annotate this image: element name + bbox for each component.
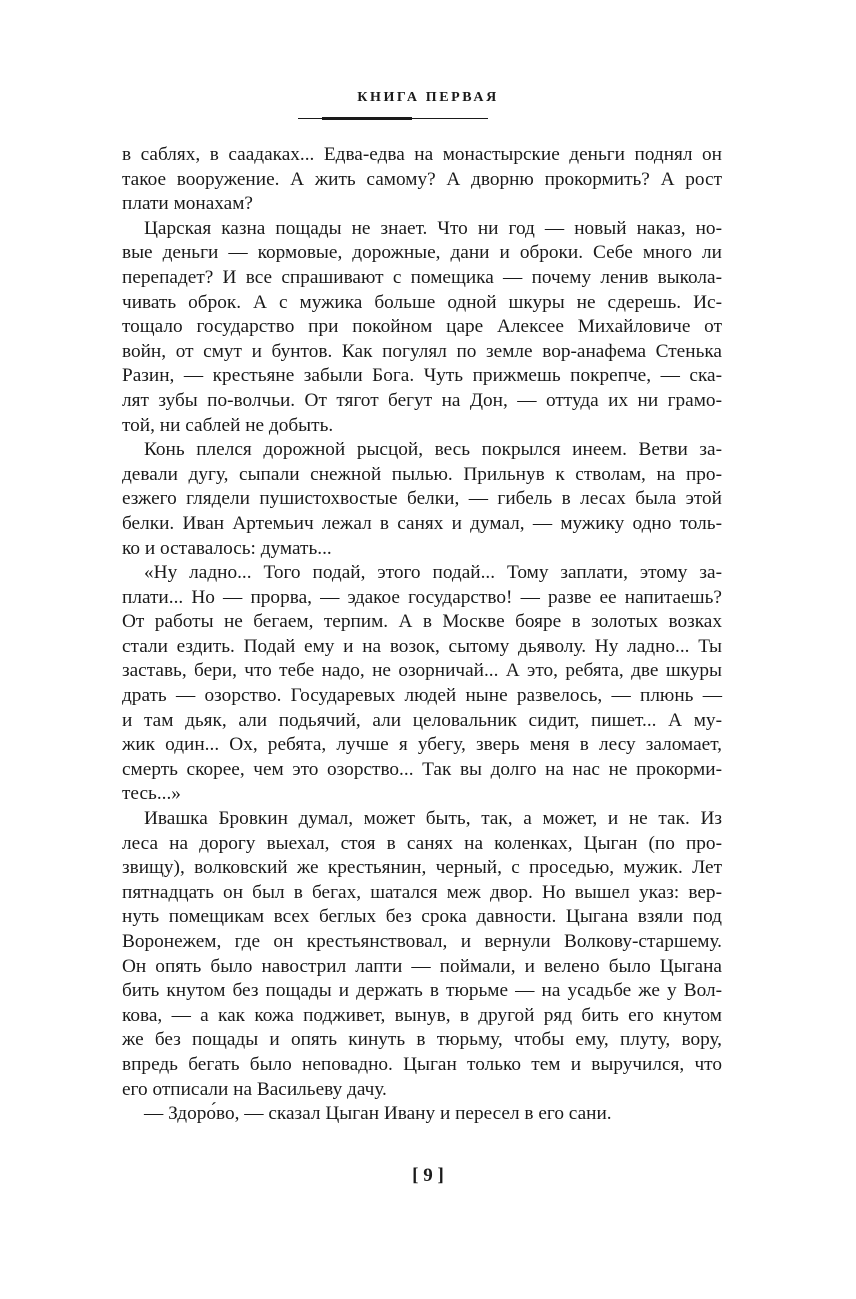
text-line: Разин, — крестьяне забыли Бога. Чуть прижмешь покрепче, — ска- (122, 365, 722, 387)
text-line: От работы не бегаем, терпим. А в Москве бояре в золотых возках (122, 611, 722, 633)
header-rule-thick (322, 117, 412, 120)
text-line: бить кнутом без пощады и держать в тюрьме — на усадьбе же у Вол- (122, 980, 722, 1002)
text-line: смерть скорее, чем это озорство... Так вы долго на нас не прокорми- (122, 758, 722, 780)
paragraph (122, 1102, 722, 1127)
text-line: нуть помещикам всех беглых без срока давности. Цыгана взяли под (122, 906, 722, 928)
text-line: тощало государство при покойном царе Алексее Михайловиче от (122, 316, 722, 338)
paragraph (122, 561, 722, 807)
text-line: драть — озорство. Государевых людей ныне развелось, — плюнь — (122, 685, 722, 707)
text-line: лят зубы по-волчьи. От тягот бегут на Дон, — оттуда их ни грамо- (122, 389, 722, 411)
text-line: и там дьяк, али подьячий, али целовальник сидит, пишет... А му- (122, 709, 722, 731)
text-line: перепадет? И все спрашивают с помещика — почему ленив выкола- (122, 266, 722, 288)
text-line-content: Царская казна пощады не знает. Что ни год — новый наказ, но- (144, 217, 722, 239)
text-line: такое вооружение. А жить самому? А дворню прокормить? А рост (122, 168, 722, 190)
body-text (122, 143, 722, 1127)
text-line: ко и оставалось: думать... (122, 537, 332, 559)
page-number: [ 9 ] (412, 1165, 444, 1186)
text-line (122, 1102, 722, 1127)
text-line: вые деньги — кормовые, дорожные, дани и оброки. Себе много ли (122, 242, 722, 264)
text-line: же без пощады и опять кинуть в тюрьму, чтобы ему, плуту, вору, (122, 1029, 722, 1051)
text-line: девали дугу, сыпали снежной пылью. Прильнув к стволам, на про- (122, 463, 722, 485)
paragraph (122, 438, 722, 561)
text-line: той, ни саблей не добыть. (122, 414, 334, 436)
text-line: жик один... Ох, ребята, лучше я убегу, зверь меня в лесу заломает, (122, 734, 722, 756)
text-line: заставь, бери, что тебе надо, не озорничай... А это, ребята, две шкуры (122, 660, 722, 682)
text-line: плати монахам? (122, 193, 253, 215)
text-line-content: — Здоро́во, — сказал Цыган Ивану и пересел в его сани. (144, 1103, 612, 1125)
text-line (122, 438, 722, 463)
text-line: впредь бегать было неповадно. Цыган только тем и выручился, что (122, 1053, 722, 1075)
running-head: КНИГА ПЕРВАЯ (357, 90, 499, 105)
text-line: стали ездить. Подай ему и на возок, сытому дьяволу. Ну ладно... Ты (122, 635, 722, 657)
text-line: в саблях, в саадаках... Едва-едва на монастырские деньги поднял он (122, 144, 722, 165)
text-line-content: Ивашка Бровкин думал, может быть, так, а может, и не так. Из (144, 808, 722, 830)
text-line: его отписали на Васильеву дачу. (122, 1078, 387, 1100)
paragraph (122, 143, 722, 217)
text-line-content: Конь плелся дорожной рысцой, весь покрылся инеем. Ветви за- (144, 439, 722, 461)
text-line (122, 217, 722, 242)
text-line: кова, — а как кожа подживет, вынув, в другой ряд бить его кнутом (122, 1004, 722, 1026)
text-line: пятнадцать он был в бегах, шатался меж двор. Но вышел указ: вер- (122, 881, 722, 903)
text-line: чивать оброк. А с мужика больше одной шкуры не сдерешь. Ис- (122, 291, 722, 313)
paragraph (122, 217, 722, 438)
paragraph (122, 807, 722, 1102)
text-line: тесь...» (122, 783, 181, 805)
text-line: леса на дорогу выехал, стоя в санях на коленках, Цыган (по про- (122, 832, 722, 854)
text-line: звищу), волковский же крестьянин, черный, с проседью, мужик. Лет (122, 857, 722, 879)
text-line: плати... Но — прорва, — эдакое государство! — разве ее напитаешь? (122, 586, 722, 608)
text-line: войн, от смут и бунтов. Как погулял по земле вор-анафема Стенька (122, 340, 722, 362)
text-line: Он опять было навострил лапти — поймали, и велено было Цыгана (122, 955, 722, 977)
text-line: Воронежем, где он крестьянствовал, и вернули Волкову-старшему. (122, 931, 722, 952)
text-line (122, 807, 722, 832)
text-line-content: «Ну ладно... Того подай, этого подай... Тому заплати, этому за- (144, 562, 722, 584)
text-line: белки. Иван Артемьич лежал в санях и думал, — мужику одно толь- (122, 512, 722, 534)
text-line (122, 561, 722, 586)
text-line: езжего глядели пушистохвостые белки, — гибель в лесах была этой (122, 488, 722, 510)
